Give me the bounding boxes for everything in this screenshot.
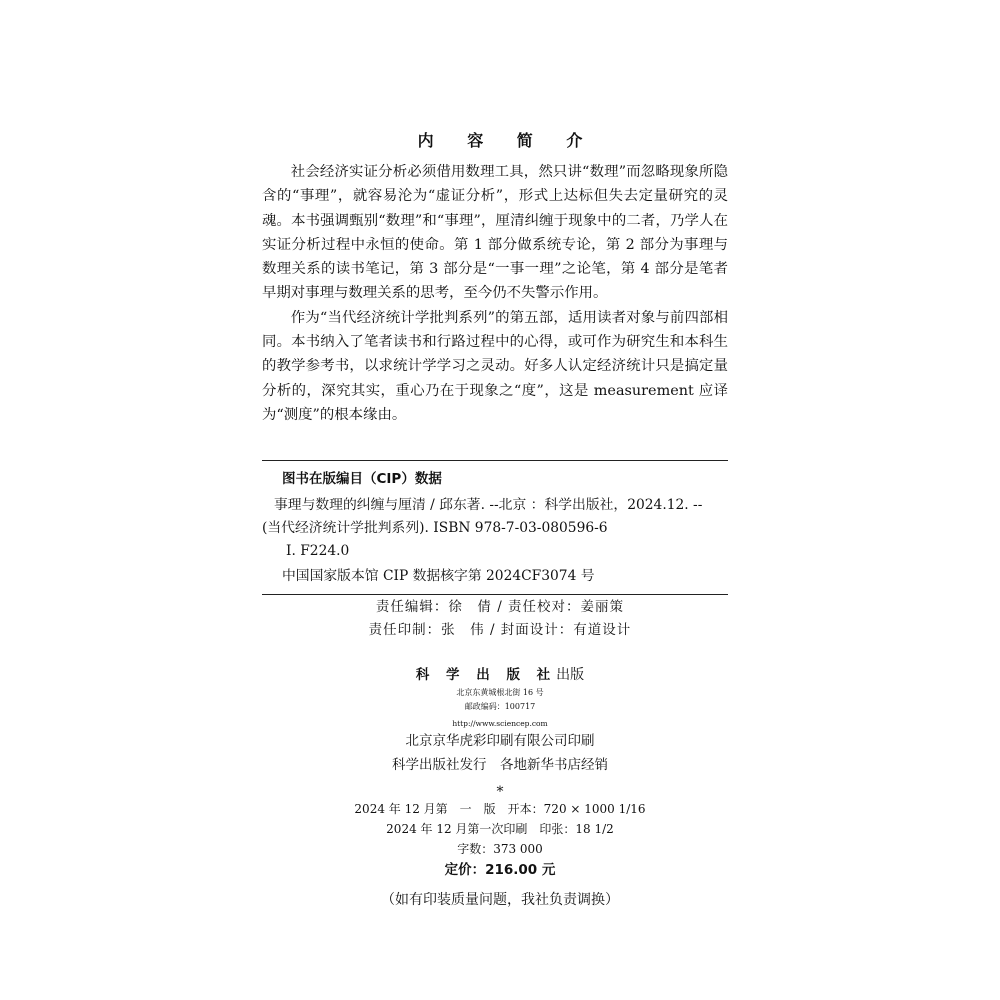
cip-top-rule <box>262 460 728 461</box>
publisher-name: 科 学 出 版 社 <box>415 667 557 683</box>
cip-title: 图书在版编目（CIP）数据 <box>282 471 442 487</box>
cip-classification: Ⅰ. F224.0 <box>286 543 350 559</box>
cip-record-line-2: (当代经济统计学批判系列). ISBN 978-7-03-080596-6 <box>262 520 608 536</box>
publisher-block <box>0 664 1000 913</box>
abstract-paragraph-2: 作为“当代经济统计学批判系列”的第五部，适用读者对象与前四部相同。本书纳入了笔者读书和行路过程中的心得，或可作为研究生和本科生的教学参考书，以求统计学学习之灵动。好多人认定经济统计只是搞定量分析的，深究其实，重心乃在于现象之“度”，这是 measurement 应译为“测度”的根本缘由。 <box>262 309 728 423</box>
distribution-line: 科学出版社发行 各地新华书店经销 <box>392 757 608 773</box>
staff-line-production: 责任印制：张 伟 / 封面设计：有道设计 <box>368 622 632 638</box>
staff-line-editors: 责任编辑：徐 倩 / 责任校对：姜丽策 <box>375 599 625 615</box>
cip-cn-record: 中国国家版本馆 CIP 数据核字第 2024CF3074 号 <box>282 568 595 584</box>
separator-star: * <box>496 784 504 800</box>
abstract-section <box>262 160 728 427</box>
publisher-address: 北京东黄城根北街 16 号 <box>456 688 544 697</box>
edition-line-2: 2024 年 12 月第一次印刷 印张：18 1/2 <box>386 822 614 836</box>
cip-data-block <box>262 460 728 595</box>
publisher-suffix: 出版 <box>556 667 585 683</box>
edition-line-1: 2024 年 12 月第 一 版 开本：720 × 1000 1/16 <box>354 802 646 816</box>
cip-record-line-1: 事理与数理的纠缠与厘清 / 邱东著. --北京 ：科学出版社，2024.12. -- <box>274 497 703 513</box>
quality-note: （如有印装质量问题，我社负责调换） <box>381 892 619 908</box>
price-label: 定价：216.00 元 <box>444 862 556 878</box>
abstract-paragraph-1: 社会经济实证分析必须借用数理工具，然只讲“数理”而忽略现象所隐含的“事理”，就容易沦为“虚证分析”，形式上达标但失去定量研究的灵魂。本书强调甄别“数理”和“事理”，厘清纠缠于现象中的二者，乃学人在实证分析过程中永恒的使命。第 1 部分做系统专论，第 2 部分为事理与数理关系的读书笔记，第 3 部分是“一事一理”之论笔，第 4 部分是笔者早期对事理与数理关系的思考，至今仍不失警示作用。 <box>262 164 728 302</box>
cip-bottom-rule <box>262 594 728 595</box>
printer-line: 北京京华虎彩印刷有限公司印刷 <box>405 733 595 749</box>
word-count: 字数：373 000 <box>457 842 543 856</box>
publisher-url: http://www.sciencep.com <box>452 719 548 728</box>
publisher-postcode: 邮政编码：100717 <box>464 702 536 711</box>
page-title: 内 容 简 介 <box>417 131 597 150</box>
staff-credits <box>0 596 1000 642</box>
